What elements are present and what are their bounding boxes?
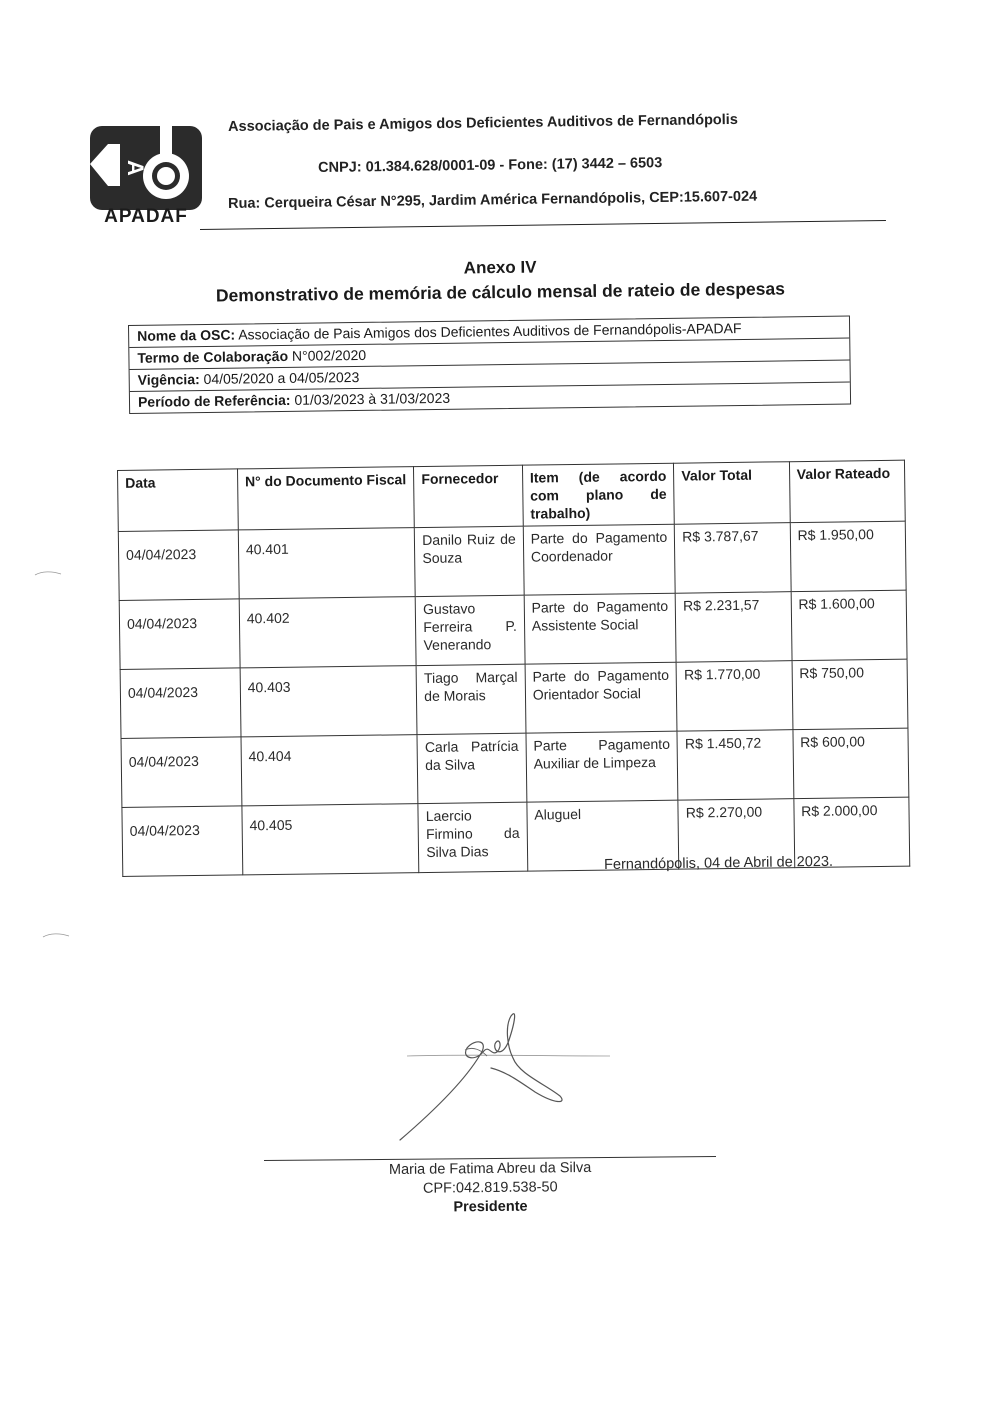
org-name: Associação de Pais e Amigos dos Deficientes Auditivos de Fernandópolis — [228, 111, 738, 135]
cell-fornecedor: Tiago Marçal de Morais — [416, 664, 525, 734]
table-row — [118, 521, 906, 600]
cell-data: 04/04/2023 — [120, 668, 241, 739]
osc-name-label: Nome da OSC: — [137, 326, 236, 344]
signatory-cpf: CPF:042.819.538-50 — [422, 1179, 558, 1197]
cell-item: Parte do Pagamento Orientador Social — [525, 662, 677, 733]
cell-documento: 40.401 — [238, 528, 415, 599]
document-title-block — [150, 254, 850, 308]
cell-valor-rateado: R$ 1.950,00 — [790, 521, 906, 592]
osc-info-box — [128, 316, 851, 414]
termo-label: Termo de Colaboração — [137, 347, 289, 366]
cell-item: Parte Pagamento Auxiliar de Limpeza — [526, 731, 678, 802]
logo-wordmark: APADAF — [104, 206, 188, 227]
header-valor-rateado: Valor Rateado — [789, 460, 905, 523]
signatory-block — [340, 1158, 641, 1218]
periodo-value: 01/03/2023 à 31/03/2023 — [294, 389, 451, 408]
handwritten-signature-icon — [395, 1000, 625, 1150]
cell-fornecedor: Danilo Ruiz de Souza — [415, 526, 524, 596]
cell-fornecedor: Laercio Firmino da Silva Dias — [418, 802, 527, 872]
header-data: Data — [118, 469, 239, 532]
document-subtitle: Demonstrativo de memória de cálculo mensal de rateio de despesas — [215, 278, 786, 306]
vigencia-value: 04/05/2020 a 04/05/2023 — [203, 368, 360, 388]
cell-data: 04/04/2023 — [121, 737, 242, 808]
cell-data: 04/04/2023 — [119, 599, 240, 670]
cell-valor-total: R$ 3.787,67 — [675, 523, 791, 594]
annex-title: Anexo IV — [463, 257, 537, 278]
cell-valor-total: R$ 1.450,72 — [677, 730, 793, 801]
vigencia-label: Vigência: — [137, 371, 200, 388]
cell-valor-total: R$ 1.770,00 — [676, 661, 792, 732]
scan-mark-icon — [42, 932, 70, 938]
header-item: Item (de acordo com plano de trabalho) — [522, 463, 674, 526]
apadaf-ear-logo-icon — [90, 126, 202, 210]
table-row — [121, 728, 909, 807]
cell-fornecedor: Carla Patrícia da Silva — [417, 733, 526, 803]
cell-valor-rateado: R$ 2.000,00 — [793, 797, 909, 868]
apadaf-logo — [90, 126, 202, 228]
cell-item: Aluguel — [527, 800, 679, 871]
cell-documento: 40.404 — [241, 735, 418, 806]
periodo-label: Período de Referência: — [137, 391, 291, 410]
cell-valor-rateado: R$ 1.600,00 — [791, 590, 907, 661]
table-header-row — [118, 460, 906, 531]
cell-documento: 40.403 — [240, 666, 417, 737]
place-and-date: Fernandópolis, 04 de Abril de 2023. — [604, 853, 834, 873]
signatory-role: Presidente — [453, 1198, 528, 1216]
cell-valor-total: R$ 2.231,57 — [675, 592, 791, 663]
cell-documento: 40.402 — [239, 597, 416, 668]
header-valor-total: Valor Total — [674, 462, 790, 525]
logo-letter-a: A — [123, 160, 148, 176]
header-fornecedor: Fornecedor — [414, 465, 523, 527]
cell-fornecedor: Gustavo Ferreira P. Venerando — [415, 595, 524, 665]
expense-table-wrapper — [117, 460, 910, 877]
org-cnpj-phone: CNPJ: 01.384.628/0001-09 - Fone: (17) 3442 – 6503 — [318, 155, 663, 176]
header-documento: N° do Documento Fiscal — [237, 467, 414, 530]
table-row — [120, 659, 908, 738]
cell-valor-rateado: R$ 600,00 — [793, 728, 909, 799]
scan-mark-icon — [34, 570, 62, 576]
table-row — [119, 590, 907, 669]
cell-valor-rateado: R$ 750,00 — [792, 659, 908, 730]
cell-data: 04/04/2023 — [118, 530, 239, 601]
termo-value: N°002/2020 — [291, 346, 367, 364]
expense-table — [117, 460, 910, 877]
cell-data: 04/04/2023 — [122, 806, 243, 877]
osc-name-value: Associação de Pais Amigos dos Deficientes Auditivos de Fernandópolis-APADAF — [238, 319, 742, 343]
signatory-name: Maria de Fatima Abreu da Silva — [388, 1159, 592, 1179]
cell-documento: 40.405 — [242, 804, 419, 875]
cell-valor-total: R$ 2.270,00 — [678, 799, 794, 870]
org-address: Rua: Cerqueira César N°295, Jardim América Fernandópolis, CEP:15.607-024 — [228, 188, 758, 212]
cell-item: Parte do Pagamento Coordenador — [523, 524, 675, 595]
cell-item: Parte do Pagamento Assistente Social — [524, 593, 676, 664]
header-divider — [200, 220, 886, 230]
